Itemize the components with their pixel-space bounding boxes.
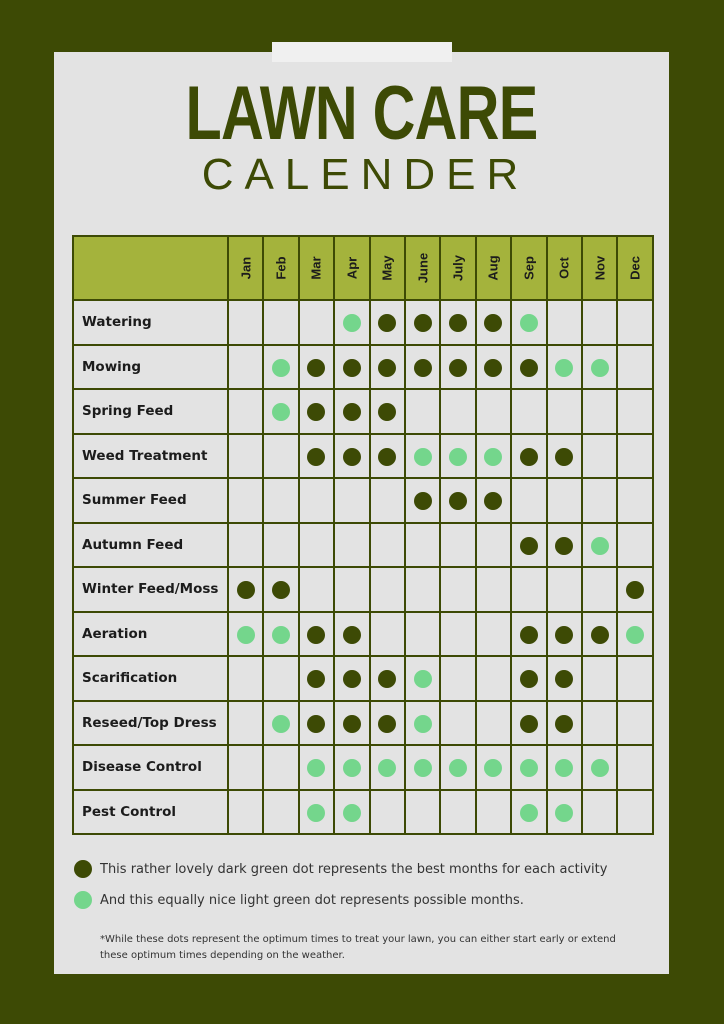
month-cell xyxy=(582,567,617,612)
best-dot-icon xyxy=(378,359,396,377)
possible-dot-icon xyxy=(343,314,361,332)
month-cell xyxy=(370,523,405,568)
activity-label: Autumn Feed xyxy=(73,523,228,568)
month-cell xyxy=(334,389,369,434)
month-cell xyxy=(228,745,263,790)
best-dot-icon xyxy=(307,670,325,688)
month-cell xyxy=(511,389,546,434)
possible-dot-icon xyxy=(591,759,609,777)
month-label: Apr xyxy=(344,256,360,280)
month-cell xyxy=(617,434,652,479)
month-cell xyxy=(547,745,582,790)
possible-dot-icon xyxy=(414,670,432,688)
month-cell xyxy=(511,300,546,345)
activity-label: Watering xyxy=(73,300,228,345)
month-cell xyxy=(334,478,369,523)
month-header xyxy=(405,236,440,300)
best-dot-icon xyxy=(343,626,361,644)
best-dot-icon xyxy=(414,492,432,510)
possible-dot-icon xyxy=(74,891,92,909)
best-dot-icon xyxy=(343,448,361,466)
best-dot-icon xyxy=(378,670,396,688)
table-row xyxy=(73,300,653,345)
month-cell xyxy=(334,790,369,835)
month-cell xyxy=(511,434,546,479)
month-cell xyxy=(299,434,334,479)
best-dot-icon xyxy=(307,626,325,644)
best-dot-icon xyxy=(378,314,396,332)
legend-possible xyxy=(74,891,524,909)
legend-possible-text: And this equally nice light green dot represents possible months. xyxy=(100,892,524,908)
month-cell xyxy=(299,389,334,434)
month-cell xyxy=(405,300,440,345)
month-cell xyxy=(617,345,652,390)
best-dot-icon xyxy=(378,715,396,733)
month-cell xyxy=(440,790,475,835)
month-cell xyxy=(299,701,334,746)
month-cell xyxy=(582,345,617,390)
best-dot-icon xyxy=(307,715,325,733)
possible-dot-icon xyxy=(378,759,396,777)
best-dot-icon xyxy=(237,581,255,599)
month-cell xyxy=(582,790,617,835)
month-cell xyxy=(511,790,546,835)
possible-dot-icon xyxy=(237,626,255,644)
month-cell xyxy=(299,790,334,835)
month-header xyxy=(440,236,475,300)
month-cell xyxy=(228,300,263,345)
month-cell xyxy=(617,300,652,345)
month-cell xyxy=(370,567,405,612)
month-cell xyxy=(263,478,298,523)
month-cell xyxy=(334,345,369,390)
month-cell xyxy=(476,300,511,345)
table-body xyxy=(73,300,653,834)
month-cell xyxy=(405,701,440,746)
month-header xyxy=(476,236,511,300)
month-cell xyxy=(228,701,263,746)
month-label: Dec xyxy=(627,256,643,280)
month-cell xyxy=(582,745,617,790)
month-cell xyxy=(299,656,334,701)
month-header xyxy=(263,236,298,300)
month-cell xyxy=(547,389,582,434)
month-cell xyxy=(263,345,298,390)
month-cell xyxy=(440,656,475,701)
month-cell xyxy=(405,745,440,790)
month-cell xyxy=(334,300,369,345)
month-cell xyxy=(370,300,405,345)
month-cell xyxy=(547,434,582,479)
month-cell xyxy=(263,389,298,434)
month-cell xyxy=(547,523,582,568)
activity-label: Aeration xyxy=(73,612,228,657)
month-cell xyxy=(299,567,334,612)
month-cell xyxy=(334,656,369,701)
best-dot-icon xyxy=(591,626,609,644)
month-cell xyxy=(476,478,511,523)
best-dot-icon xyxy=(555,715,573,733)
month-cell xyxy=(617,656,652,701)
table-row xyxy=(73,523,653,568)
best-dot-icon xyxy=(520,626,538,644)
best-dot-icon xyxy=(343,403,361,421)
best-dot-icon xyxy=(307,448,325,466)
month-header xyxy=(334,236,369,300)
activity-label: Reseed/Top Dress xyxy=(73,701,228,746)
best-dot-icon xyxy=(74,860,92,878)
month-cell xyxy=(440,745,475,790)
month-cell xyxy=(334,701,369,746)
month-cell xyxy=(228,523,263,568)
month-cell xyxy=(405,612,440,657)
possible-dot-icon xyxy=(555,359,573,377)
month-cell xyxy=(476,434,511,479)
legend-best xyxy=(74,860,607,878)
month-cell xyxy=(228,434,263,479)
month-cell xyxy=(405,656,440,701)
possible-dot-icon xyxy=(591,359,609,377)
best-dot-icon xyxy=(307,359,325,377)
title: LAWN CARE xyxy=(185,71,538,156)
month-cell xyxy=(617,478,652,523)
activity-label: Mowing xyxy=(73,345,228,390)
month-cell xyxy=(263,656,298,701)
activity-label: Scarification xyxy=(73,656,228,701)
best-dot-icon xyxy=(414,359,432,377)
best-dot-icon xyxy=(520,537,538,555)
month-cell xyxy=(263,567,298,612)
possible-dot-icon xyxy=(343,804,361,822)
month-cell xyxy=(405,790,440,835)
possible-dot-icon xyxy=(626,626,644,644)
month-cell xyxy=(334,567,369,612)
month-header xyxy=(370,236,405,300)
best-dot-icon xyxy=(307,403,325,421)
best-dot-icon xyxy=(484,314,502,332)
month-cell xyxy=(511,656,546,701)
month-cell xyxy=(370,701,405,746)
month-cell xyxy=(582,701,617,746)
best-dot-icon xyxy=(520,715,538,733)
possible-dot-icon xyxy=(414,448,432,466)
table-row xyxy=(73,701,653,746)
month-cell xyxy=(370,790,405,835)
month-cell xyxy=(617,389,652,434)
month-cell xyxy=(547,656,582,701)
month-cell xyxy=(299,612,334,657)
table-row xyxy=(73,389,653,434)
month-cell xyxy=(617,567,652,612)
month-cell xyxy=(228,567,263,612)
best-dot-icon xyxy=(555,537,573,555)
month-cell xyxy=(547,300,582,345)
possible-dot-icon xyxy=(484,448,502,466)
month-cell xyxy=(547,612,582,657)
month-cell xyxy=(405,523,440,568)
activity-label: Summer Feed xyxy=(73,478,228,523)
month-cell xyxy=(405,345,440,390)
month-cell xyxy=(228,345,263,390)
possible-dot-icon xyxy=(555,759,573,777)
month-cell xyxy=(370,656,405,701)
best-dot-icon xyxy=(378,403,396,421)
month-cell xyxy=(263,701,298,746)
best-dot-icon xyxy=(449,359,467,377)
possible-dot-icon xyxy=(520,804,538,822)
month-cell xyxy=(228,790,263,835)
month-cell xyxy=(299,478,334,523)
month-cell xyxy=(617,523,652,568)
month-cell xyxy=(440,389,475,434)
activity-label: Pest Control xyxy=(73,790,228,835)
month-label: Mar xyxy=(308,256,324,280)
month-cell xyxy=(370,745,405,790)
best-dot-icon xyxy=(626,581,644,599)
month-cell xyxy=(228,389,263,434)
month-cell xyxy=(511,701,546,746)
month-cell xyxy=(547,790,582,835)
activity-label: Spring Feed xyxy=(73,389,228,434)
best-dot-icon xyxy=(343,715,361,733)
best-dot-icon xyxy=(449,492,467,510)
month-cell xyxy=(334,745,369,790)
month-cell xyxy=(476,790,511,835)
possible-dot-icon xyxy=(414,715,432,733)
month-cell xyxy=(370,434,405,479)
month-cell xyxy=(263,434,298,479)
month-cell xyxy=(476,745,511,790)
month-cell xyxy=(511,523,546,568)
table-row xyxy=(73,612,653,657)
month-label: Oct xyxy=(556,257,572,279)
month-label: Nov xyxy=(592,255,608,281)
best-dot-icon xyxy=(520,359,538,377)
best-dot-icon xyxy=(343,670,361,688)
month-cell xyxy=(476,656,511,701)
table-row xyxy=(73,656,653,701)
subtitle: CALENDER xyxy=(201,150,530,199)
month-cell xyxy=(547,701,582,746)
month-label: Feb xyxy=(273,256,289,280)
month-cell xyxy=(511,612,546,657)
month-cell xyxy=(440,612,475,657)
month-header xyxy=(582,236,617,300)
possible-dot-icon xyxy=(272,626,290,644)
month-cell xyxy=(263,300,298,345)
best-dot-icon xyxy=(484,359,502,377)
month-cell xyxy=(476,523,511,568)
month-cell xyxy=(476,389,511,434)
month-cell xyxy=(582,389,617,434)
best-dot-icon xyxy=(343,359,361,377)
month-label: Sep xyxy=(521,256,537,280)
header-row xyxy=(73,236,653,300)
month-cell xyxy=(299,300,334,345)
month-cell xyxy=(582,434,617,479)
table-row xyxy=(73,478,653,523)
month-cell xyxy=(440,345,475,390)
month-cell xyxy=(547,478,582,523)
footnote: *While these dots represent the optimum times to treat your lawn, you can either start early or extend these optimum times depending on the weather. xyxy=(100,934,616,961)
possible-dot-icon xyxy=(272,359,290,377)
possible-dot-icon xyxy=(414,759,432,777)
month-cell xyxy=(440,701,475,746)
table-row xyxy=(73,567,653,612)
month-cell xyxy=(228,478,263,523)
table-row xyxy=(73,434,653,479)
month-cell xyxy=(370,612,405,657)
month-cell xyxy=(617,745,652,790)
month-cell xyxy=(334,434,369,479)
month-label: Aug xyxy=(485,255,501,281)
month-cell xyxy=(263,745,298,790)
possible-dot-icon xyxy=(343,759,361,777)
month-label: June xyxy=(415,252,431,284)
header-corner xyxy=(73,236,228,300)
month-cell xyxy=(228,612,263,657)
month-cell xyxy=(476,345,511,390)
best-dot-icon xyxy=(555,670,573,688)
month-cell xyxy=(405,478,440,523)
possible-dot-icon xyxy=(272,715,290,733)
month-cell xyxy=(547,345,582,390)
month-cell xyxy=(405,389,440,434)
best-dot-icon xyxy=(520,448,538,466)
month-cell xyxy=(511,745,546,790)
month-cell xyxy=(476,567,511,612)
activity-label: Disease Control xyxy=(73,745,228,790)
tape-strip xyxy=(272,42,452,62)
month-cell xyxy=(476,612,511,657)
month-cell xyxy=(582,300,617,345)
best-dot-icon xyxy=(414,314,432,332)
best-dot-icon xyxy=(272,581,290,599)
table-row xyxy=(73,790,653,835)
best-dot-icon xyxy=(484,492,502,510)
month-header xyxy=(617,236,652,300)
month-cell xyxy=(511,478,546,523)
best-dot-icon xyxy=(449,314,467,332)
month-cell xyxy=(263,612,298,657)
month-label: July xyxy=(450,254,466,282)
month-cell xyxy=(617,612,652,657)
month-cell xyxy=(440,434,475,479)
possible-dot-icon xyxy=(307,759,325,777)
month-cell xyxy=(582,523,617,568)
month-cell xyxy=(334,612,369,657)
month-header xyxy=(228,236,263,300)
month-cell xyxy=(405,434,440,479)
month-cell xyxy=(617,701,652,746)
month-cell xyxy=(511,345,546,390)
possible-dot-icon xyxy=(555,804,573,822)
month-cell xyxy=(370,345,405,390)
month-cell xyxy=(405,567,440,612)
possible-dot-icon xyxy=(449,759,467,777)
month-cell xyxy=(370,389,405,434)
month-cell xyxy=(440,523,475,568)
legend-best-text: This rather lovely dark green dot represents the best months for each activity xyxy=(100,861,608,877)
month-cell xyxy=(440,567,475,612)
month-cell xyxy=(263,523,298,568)
possible-dot-icon xyxy=(484,759,502,777)
lawn-care-table xyxy=(72,235,654,835)
month-label: May xyxy=(379,255,395,281)
best-dot-icon xyxy=(555,626,573,644)
activity-label: Winter Feed/Moss xyxy=(73,567,228,612)
possible-dot-icon xyxy=(520,759,538,777)
month-header xyxy=(547,236,582,300)
possible-dot-icon xyxy=(591,537,609,555)
activity-label: Weed Treatment xyxy=(73,434,228,479)
month-cell xyxy=(299,745,334,790)
month-cell xyxy=(440,300,475,345)
month-cell xyxy=(440,478,475,523)
possible-dot-icon xyxy=(307,804,325,822)
best-dot-icon xyxy=(555,448,573,466)
possible-dot-icon xyxy=(449,448,467,466)
month-cell xyxy=(511,567,546,612)
month-cell xyxy=(263,790,298,835)
month-cell xyxy=(547,567,582,612)
month-cell xyxy=(617,790,652,835)
possible-dot-icon xyxy=(520,314,538,332)
month-cell xyxy=(476,701,511,746)
month-cell xyxy=(299,523,334,568)
month-cell xyxy=(582,612,617,657)
month-cell xyxy=(299,345,334,390)
month-label: Jan xyxy=(238,256,254,280)
month-header xyxy=(299,236,334,300)
table-row xyxy=(73,745,653,790)
possible-dot-icon xyxy=(272,403,290,421)
month-cell xyxy=(334,523,369,568)
best-dot-icon xyxy=(378,448,396,466)
table-row xyxy=(73,345,653,390)
month-cell xyxy=(370,478,405,523)
best-dot-icon xyxy=(520,670,538,688)
month-cell xyxy=(228,656,263,701)
month-header xyxy=(511,236,546,300)
month-cell xyxy=(582,478,617,523)
month-cell xyxy=(582,656,617,701)
